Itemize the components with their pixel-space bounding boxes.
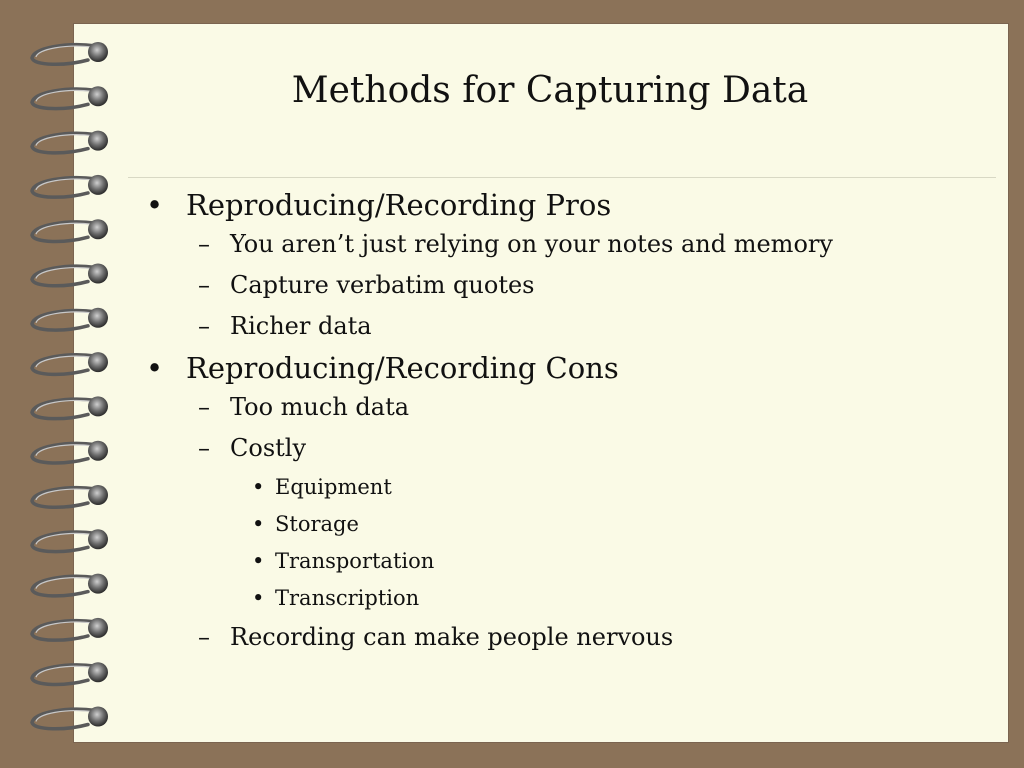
costly-sub-item: • Equipment — [146, 469, 1006, 506]
bullet-cons-heading: • Reproducing/Recording Cons — [146, 349, 1006, 387]
slide-title: Methods for Capturing Data — [291, 70, 809, 111]
spiral-ring — [32, 131, 108, 153]
dash-marker: – — [198, 312, 210, 340]
pros-item — [146, 265, 1006, 306]
bullet-pros-heading: • Reproducing/Recording Pros — [146, 186, 1006, 224]
pros-item — [146, 306, 1006, 347]
spiral-ring — [32, 352, 108, 374]
spiral-ring — [32, 42, 108, 64]
spiral-ring — [32, 264, 108, 286]
spiral-ring — [32, 175, 108, 197]
spiral-ring — [32, 529, 108, 551]
dash-marker: – — [198, 230, 210, 258]
pros-item-text: Capture verbatim quotes — [230, 271, 535, 299]
spiral-ring — [32, 662, 108, 684]
pros-item-text: Richer data — [230, 312, 372, 340]
dash-marker: – — [198, 271, 210, 299]
spiral-binding-icon — [26, 34, 126, 734]
dash-marker: – — [198, 393, 210, 421]
title-divider — [128, 177, 996, 178]
slide-content — [146, 186, 1006, 658]
pros-item — [146, 224, 1006, 265]
costly-sub-item: • Transportation — [146, 543, 1006, 580]
spiral-ring — [32, 574, 108, 596]
costly-sub-item: • Transcription — [146, 580, 1006, 617]
spiral-ring — [32, 86, 108, 108]
cons-item — [146, 428, 1006, 469]
spiral-ring — [32, 618, 108, 640]
cons-item — [146, 617, 1006, 658]
spiral-ring — [32, 396, 108, 418]
cons-item-text: Too much data — [230, 393, 410, 421]
dash-marker: – — [198, 623, 210, 651]
dash-marker: – — [198, 434, 210, 462]
costly-sub-item: • Storage — [146, 506, 1006, 543]
spiral-ring — [32, 441, 108, 463]
cons-item — [146, 387, 1006, 428]
spiral-ring — [32, 707, 108, 729]
spiral-ring — [32, 219, 108, 241]
spiral-ring — [32, 485, 108, 507]
cons-item-text: Recording can make people nervous — [230, 623, 674, 651]
spiral-ring — [32, 308, 108, 330]
pros-item-text: You aren’t just relying on your notes and memory — [230, 230, 833, 258]
cons-item-text: Costly — [230, 434, 307, 462]
